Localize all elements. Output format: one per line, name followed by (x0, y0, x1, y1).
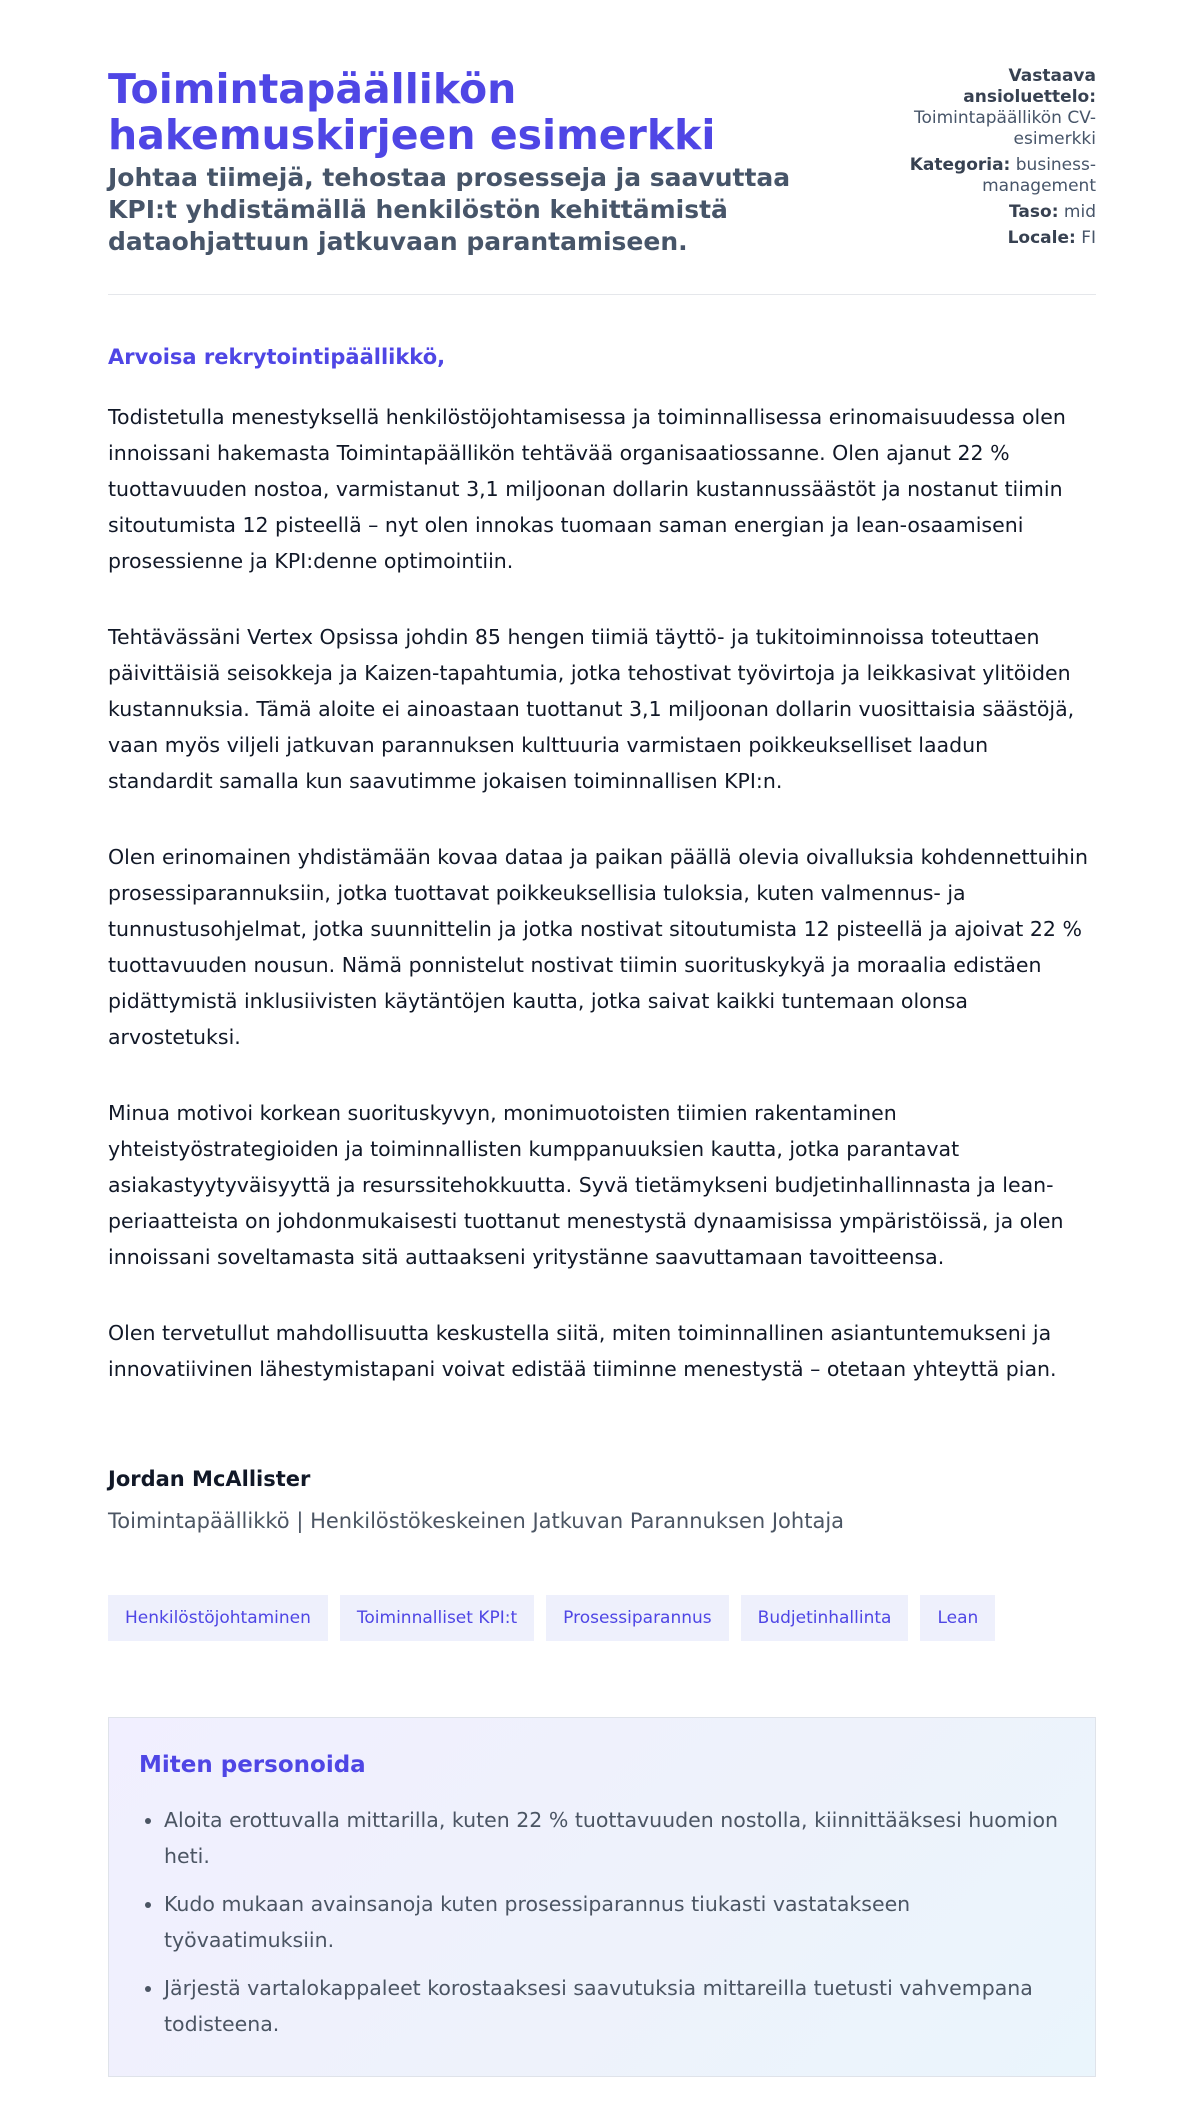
meta-level-value: mid (1063, 202, 1096, 222)
page-title: Toimintapäällikön hakemuskirjeen esimerkki (108, 65, 716, 159)
letter-paragraph-5: Olen tervetullut mahdollisuutta keskustella siitä, miten toiminnallinen asiantuntemukseni ja innovatiivinen lähestymistapani voivat edistää tiiminne menestystä – otetaan yhteyttä pian. (108, 1321, 1057, 1381)
page-subtitle: Johtaa tiimejä, tehostaa prosesseja ja saavuttaa KPI:t yhdistämällä henkilöstön kehittämistä dataohjattuun jatkuvaan parantamiseen. (108, 163, 791, 256)
meta-category-label: Kategoria: (909, 155, 1011, 175)
tips-list (139, 1802, 1065, 2042)
meta-category (876, 155, 1096, 197)
meta-category-value: business-management (982, 155, 1096, 196)
tips-item: • Aloita erottuvalla mittarilla, kuten 22 % tuottavuuden nostolla, kiinnittääksesi huomion heti. (164, 1802, 1065, 1874)
signature-title: Toimintapäällikkö | Henkilöstökeskeinen Jatkuvan Parannuksen Johtaja (108, 1509, 845, 1533)
meta-locale-label: Locale: (1007, 228, 1076, 248)
meta-locale (876, 228, 1096, 249)
letter-greeting: Arvoisa rekrytointipäällikkö, (108, 345, 446, 369)
skill-tag: Budjetinhallinta (741, 1595, 909, 1641)
letter-paragraph-3: Olen erinomainen yhdistämään kovaa dataa ja paikan päällä olevia oivalluksia kohdennettuihin prosessiparannuksiin, jotka tuottavat poikkeuksellisia tuloksia, kuten valmennus- ja tunnustusohjelmat, jotka suunnittelin ja jotka nostivat sitoutumista 12 pisteellä ja ajoivat 22 % tuottavuuden nousun. Nämä ponnistelut nostivat tiimin suorituskykyä ja moraalia edistäen pidättymistä inklusiivisten käytäntöjen kautta, jotka saivat kaikki tuntemaan olonsa arvostetuksi. (108, 845, 1088, 1049)
skill-tag: Prosessiparannus (546, 1595, 729, 1641)
letter-paragraph-4: Minua motivoi korkean suorituskyvyn, monimuotoisten tiimien rakentaminen yhteistyöstrategioiden ja toiminnallisten kumppanuuksien kautta, jotka parantavat asiakastyytyväisyyttä ja resurssitehokkuutta. Syvä tietämykseni budjetinhallinnasta ja lean-periaatteista on johdonmukaisesti tuottanut menestystä dynaamisissa ympäristöissä, ja olen innoissani soveltamasta sitä auttaakseni yritystänne saavuttamaan tavoitteensa. (108, 1101, 1064, 1269)
letter-paragraph-2: Tehtävässäni Vertex Opsissa johdin 85 hengen tiimiä täyttö- ja tukitoiminnoissa toteuttaen päivittäisiä seisokkeja ja Kaizen-tapahtumia, jotka tehostivat työvirtoja ja leikkasivat ylitöiden kustannuksia. Tämä aloite ei ainoastaan tuottanut 3,1 miljoonan dollarin vuosittaisia säästöjä, vaan myös viljeli jatkuvan parannuksen kulttuuria varmistaen poikkeukselliset laadun standardit samalla kun saavutimme jokaisen toiminnallisen KPI:n. (108, 625, 1075, 793)
meta-resume (876, 66, 1096, 150)
tips-item: • Kudo mukaan avainsanoja kuten prosessiparannus tiukasti vastatakseen työvaatimuksiin. (164, 1886, 1065, 1958)
header-left (108, 66, 828, 258)
skill-tag: Toiminnalliset KPI:t (340, 1595, 534, 1641)
signature-name: Jordan McAllister (108, 1467, 311, 1491)
meta-level (876, 202, 1096, 223)
letter-paragraph-1: Todistetulla menestyksellä henkilöstöjohtamisessa ja toiminnallisessa erinomaisuudessa olen innoissani hakemasta Toimintapäällikön tehtävää organisaatiossanne. Olen ajanut 22 % tuottavuuden nostoa, varmistanut 3,1 miljoonan dollarin kustannussäästöt ja nostanut tiimin sitoutumista 12 pisteellä – nyt olen innokas tuomaan saman energian ja lean-osaamiseni prosessienne ja KPI:denne optimointiin. (108, 405, 1066, 573)
header (108, 66, 1096, 258)
document (108, 66, 1096, 2077)
tips-title: Miten personoida (139, 1752, 366, 1778)
meta-panel (876, 66, 1096, 254)
tips-box (108, 1717, 1096, 2077)
skill-tag: Henkilöstöjohtaminen (108, 1595, 328, 1641)
tips-item: • Järjestä vartalokappaleet korostaaksesi saavutuksia mittareilla tuetusti vahvempana todisteena. (164, 1970, 1065, 2042)
meta-resume-value: Toimintapäällikön CV-esimerkki (913, 108, 1096, 149)
header-divider (108, 294, 1096, 295)
meta-level-label: Taso: (1009, 202, 1059, 222)
skill-tag: Lean (920, 1595, 995, 1641)
skill-tags (108, 1595, 1096, 1641)
meta-locale-value: FI (1081, 228, 1096, 248)
meta-resume-label: Vastaava ansioluettelo: (963, 66, 1096, 107)
